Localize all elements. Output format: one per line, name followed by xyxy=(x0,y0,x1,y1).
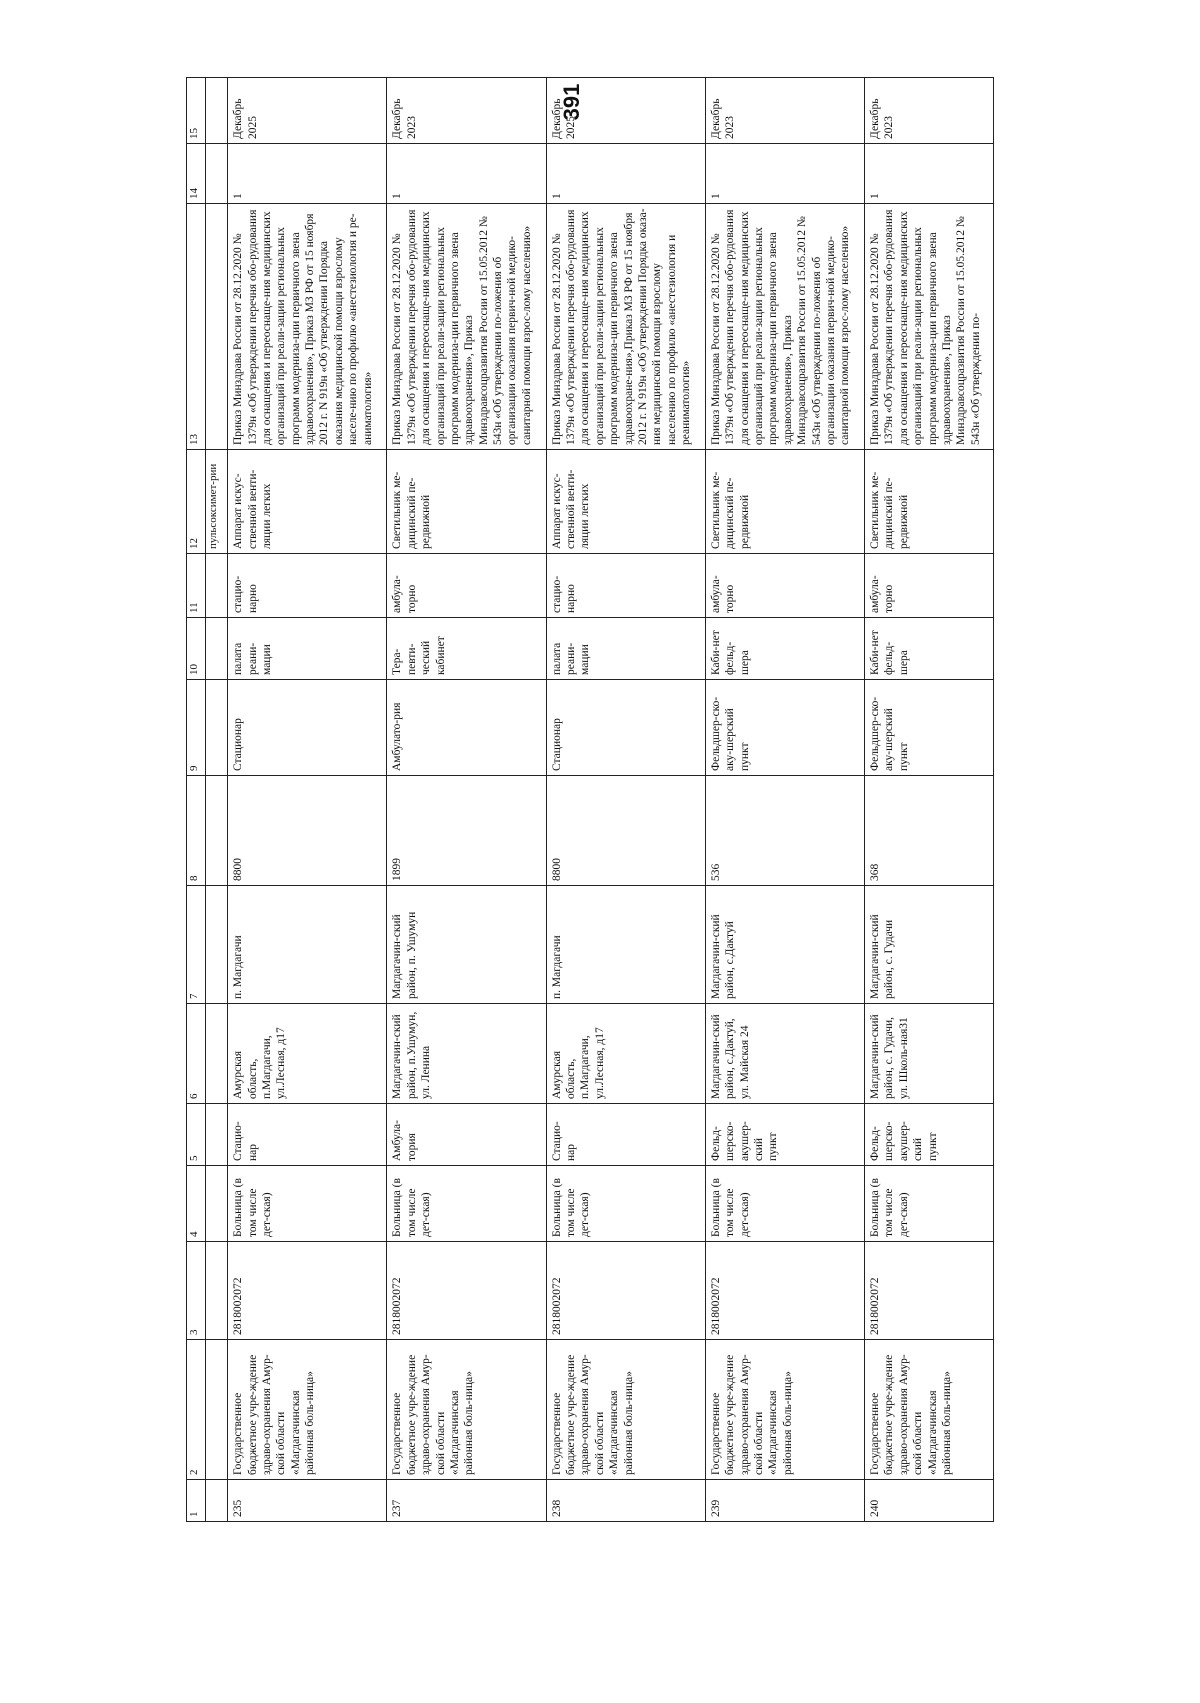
equipment-cell: Светильник ме-дицинский пе-редвижной xyxy=(387,450,546,554)
legal-basis-cell: Приказ Минздрава России от 28.12.2020 № 1379н «Об утверждении перечня обо-рудования для оснащения и переоснаще-ния медицинских организаций при реали-зации региональных программ модерниза-ции первичного звена здравоохране-ния»,Приказ МЗ РФ от 15 ноября 2012 г. N 919н «Об утверждении Порядка оказа-ния медицинской помощи взрослому населению по профилю «анестезиология и реаниматология» xyxy=(546,204,705,450)
care-mode-cell: стацио-нарно xyxy=(228,554,387,618)
column-header: 10 xyxy=(187,618,206,680)
settlement-cell: п. Магдагачи xyxy=(228,886,387,1004)
column-header: 5 xyxy=(187,1104,206,1166)
deadline-cell: Декабрь 2023 xyxy=(865,78,994,144)
equipment-cell: Светильник ме-дицинский пе-редвижной xyxy=(865,450,994,554)
legal-basis-cell: Приказ Минздрава России от 28.12.2020 № 1379н «Об утверждении перечня обо-рудования для оснащения и переоснаще-ния медицинских организаций при реали-зации региональных программ модерниза-ции первичного звена здравоохранения», Приказ Минздравсоцразвития России от 15.05.2012 № 543н «Об утверждении по-ложения об организации оказания первич-ной медико-санитарной помощи взрос-лому населению» xyxy=(705,204,864,450)
room-cell: Каби-нет фельд-шера xyxy=(705,618,864,680)
address-cell: Магдагачин-ский район, с. Гудачи, ул. Школь-ная31 xyxy=(865,1004,994,1104)
column-header: 8 xyxy=(187,776,206,886)
column-header: 12 xyxy=(187,450,206,554)
room-cell: Тера-певти-ческий кабинет xyxy=(387,618,546,680)
row-number-cell: 239 xyxy=(705,1480,864,1522)
column-header: 7 xyxy=(187,886,206,1004)
column-header: 14 xyxy=(187,144,206,204)
unit-type-cell: Амбула-тория xyxy=(387,1104,546,1166)
facility-type-cell: Больница (в том числе дет-ская) xyxy=(228,1166,387,1242)
column-header: 1 xyxy=(187,1480,206,1522)
unit-type-cell: Стацио-нар xyxy=(228,1104,387,1166)
column-header: 9 xyxy=(187,680,206,776)
organization-name-cell: Государственное бюджетное учре-ждение здраво-охранения Амур-ской области «Магдагачинская районная боль-ница» xyxy=(387,1340,546,1480)
room-cell: палата реани-мации xyxy=(546,618,705,680)
care-mode-cell: амбула-торно xyxy=(705,554,864,618)
facility-kind-cell: Фельдшер-ско-аку-шерский пункт xyxy=(865,680,994,776)
inn-code-cell: 2818002072 xyxy=(705,1242,864,1340)
continuation-cell: пульсоксимет-рии xyxy=(206,450,228,554)
deadline-cell: Декабрь 2023 xyxy=(387,78,546,144)
inn-code-cell: 2818002072 xyxy=(228,1242,387,1340)
unit-type-cell: Фельд-шерско-акушер-ский пункт xyxy=(705,1104,864,1166)
facility-kind-cell: Амбулато-рия xyxy=(387,680,546,776)
row-number-cell: 235 xyxy=(228,1480,387,1522)
care-mode-cell: амбула-торно xyxy=(865,554,994,618)
header-row xyxy=(187,78,206,1522)
facility-type-cell: Больница (в том числе дет-ская) xyxy=(387,1166,546,1242)
column-header: 4 xyxy=(187,1166,206,1242)
settlement-cell: Магдагачин-ский район, п. Ушумун xyxy=(387,886,546,1004)
legal-basis-cell: Приказ Минздрава России от 28.12.2020 № 1379н «Об утверждении перечня обо-рудования для оснащения и переоснаще-ния медицинских организаций при реали-зации региональных программ модерниза-ции первичного звена здравоохранения», Приказ Минздравсоцразвития России от 15.05.2012 № 543н «Об утверждении по-ложения об организации оказания первич-ной медико-санитарной помощи взрос-лому населению» xyxy=(387,204,546,450)
column-header: 2 xyxy=(187,1340,206,1480)
table-row xyxy=(705,78,864,1522)
column-header: 3 xyxy=(187,1242,206,1340)
population-cell: 368 xyxy=(865,776,994,886)
population-cell: 536 xyxy=(705,776,864,886)
row-number-cell: 240 xyxy=(865,1480,994,1522)
population-cell: 8800 xyxy=(546,776,705,886)
deadline-cell: Декабрь 2023 xyxy=(705,78,864,144)
table-row xyxy=(546,78,705,1522)
table-row xyxy=(865,78,994,1522)
column-header: 6 xyxy=(187,1004,206,1104)
settlement-cell: Магдагачин-ский район, с.Дактуй xyxy=(705,886,864,1004)
room-cell: палата реани-мации xyxy=(228,618,387,680)
population-cell: 8800 xyxy=(228,776,387,886)
organization-name-cell: Государственное бюджетное учре-ждение здраво-охранения Амур-ской области «Магдагачинская районная боль-ница» xyxy=(546,1340,705,1480)
rotated-table-sheet xyxy=(186,78,994,1522)
unit-type-cell: Стацио-нар xyxy=(546,1104,705,1166)
organization-name-cell: Государственное бюджетное учре-ждение здраво-охранения Амур-ской области «Магдагачинская районная боль-ница» xyxy=(705,1340,864,1480)
address-cell: Магдагачин-ский район, с.Дактуй, ул. Майская 24 xyxy=(705,1004,864,1104)
quantity-cell: 1 xyxy=(546,144,705,204)
settlement-cell: Магдагачин-ский район, с. Гудачи xyxy=(865,886,994,1004)
inn-code-cell: 2818002072 xyxy=(546,1242,705,1340)
address-cell: Амурская область, п.Магдагачи, ул.Лесная, д17 xyxy=(546,1004,705,1104)
organization-name-cell: Государственное бюджетное учре-ждение здраво-охранения Амур-ской области «Магдагачинская районная боль-ница» xyxy=(228,1340,387,1480)
facility-kind-cell: Стационар xyxy=(546,680,705,776)
equipment-table xyxy=(186,77,994,1522)
continuation-row xyxy=(206,78,228,1522)
deadline-cell: Декабрь 2025 xyxy=(546,78,705,144)
row-number-cell: 237 xyxy=(387,1480,546,1522)
care-mode-cell: амбула-торно xyxy=(387,554,546,618)
quantity-cell: 1 xyxy=(865,144,994,204)
quantity-cell: 1 xyxy=(228,144,387,204)
deadline-cell: Декабрь 2025 xyxy=(228,78,387,144)
population-cell: 1899 xyxy=(387,776,546,886)
room-cell: Каби-нет фельд-шера xyxy=(865,618,994,680)
quantity-cell: 1 xyxy=(387,144,546,204)
equipment-cell: Светильник ме-дицинский пе-редвижной xyxy=(705,450,864,554)
facility-kind-cell: Фельдшер-ско-аку-шерский пункт xyxy=(705,680,864,776)
table-row xyxy=(228,78,387,1522)
unit-type-cell: Фельд-шерско-акушер-ский пункт xyxy=(865,1104,994,1166)
equipment-cell: Аппарат искус-ственной венти-ляции легких xyxy=(546,450,705,554)
column-header: 15 xyxy=(187,78,206,144)
settlement-cell: п. Магдагачи xyxy=(546,886,705,1004)
facility-type-cell: Больница (в том числе дет-ская) xyxy=(705,1166,864,1242)
address-cell: Магдагачин-ский район, п.Ушумун, ул. Ленина xyxy=(387,1004,546,1104)
quantity-cell: 1 xyxy=(705,144,864,204)
inn-code-cell: 2818002072 xyxy=(865,1242,994,1340)
organization-name-cell: Государственное бюджетное учре-ждение здраво-охранения Амур-ской области «Магдагачинская районная боль-ница» xyxy=(865,1340,994,1480)
facility-type-cell: Больница (в том числе дет-ская) xyxy=(546,1166,705,1242)
column-header: 11 xyxy=(187,554,206,618)
column-header: 13 xyxy=(187,204,206,450)
inn-code-cell: 2818002072 xyxy=(387,1242,546,1340)
equipment-cell: Аппарат искус-ственной венти-ляции легких xyxy=(228,450,387,554)
table-row xyxy=(387,78,546,1522)
facility-type-cell: Больница (в том числе дет-ская) xyxy=(865,1166,994,1242)
row-number-cell: 238 xyxy=(546,1480,705,1522)
facility-kind-cell: Стационар xyxy=(228,680,387,776)
address-cell: Амурская область, п.Магдагачи, ул.Лесная, д17 xyxy=(228,1004,387,1104)
page-number: 391 xyxy=(559,83,584,121)
legal-basis-cell: Приказ Минздрава России от 28.12.2020 № 1379н «Об утверждении перечня обо-рудования для оснащения и переоснаще-ния медицинских организаций при реали-зации региональных программ модерниза-ции первичного звена здравоохранения», Приказ МЗ РФ от 15 ноября 2012 г. N 919н «Об утверждении Порядка оказания медицинской помощи взрослому населе-нию по профилю «анестезиология и ре-аниматология» xyxy=(228,204,387,450)
legal-basis-cell: Приказ Минздрава России от 28.12.2020 № 1379н «Об утверждении перечня обо-рудования для оснащения и переоснаще-ния медицинских организаций при реали-зации региональных программ модерниза-ции первичного звена здравоохранения», Приказ Минздравсоцразвития России от 15.05.2012 № 543н «Об утверждении по- xyxy=(865,204,994,450)
care-mode-cell: стацио-нарно xyxy=(546,554,705,618)
